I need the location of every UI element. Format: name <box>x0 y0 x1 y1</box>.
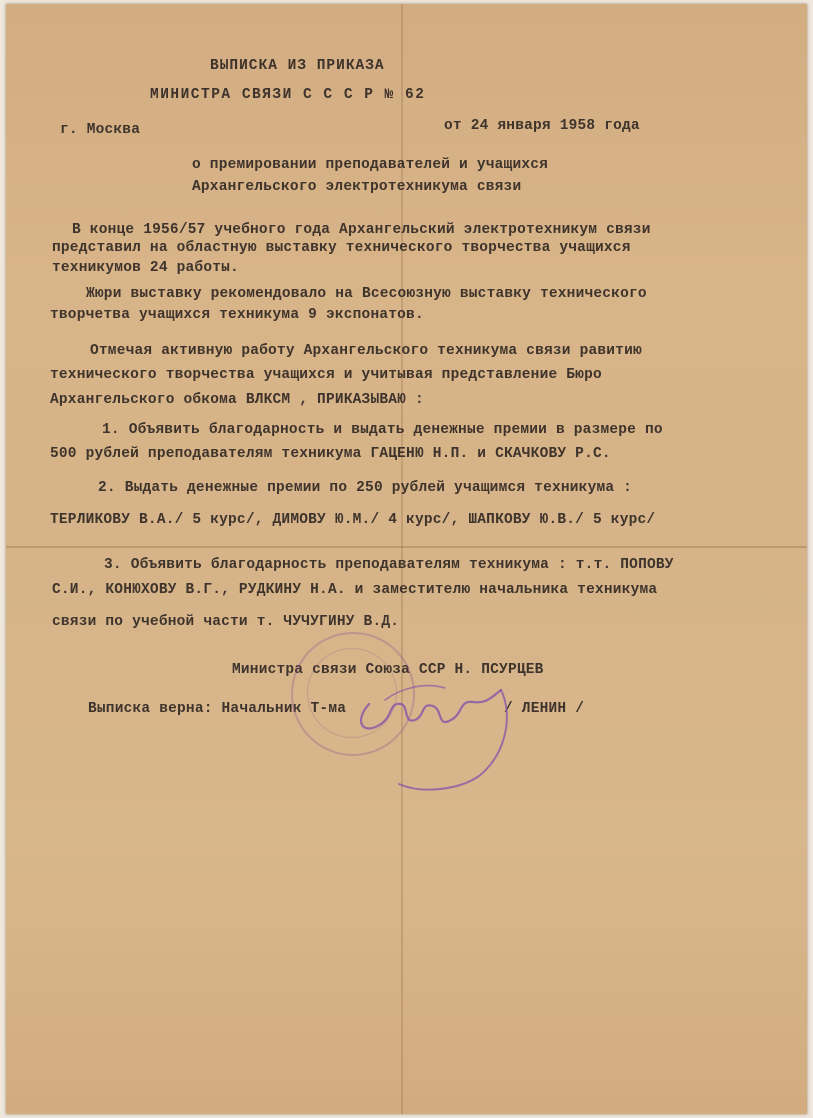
item-2-line-2: ТЕРЛИКОВУ В.А./ 5 курс/, ДИМОВУ Ю.М./ 4 курс/, ШАПКОВУ Ю.В./ 5 курс/ <box>50 512 656 528</box>
paragraph-2-line-1: Жюри выставку рекомендовало на Всесоюзную выставку технического <box>86 286 647 302</box>
item-1-line-2: 500 рублей преподавателям техникума ГАЦЕНЮ Н.П. и СКАЧКОВУ Р.С. <box>50 446 611 462</box>
paragraph-1-line-2: представил на областную выставку технического творчества учащихся <box>52 240 631 256</box>
subject-line-2: Архангельского электротехникума связи <box>192 179 522 195</box>
paragraph-3-line-3: Архангельского обкома ВЛКСМ , ПРИКАЗЫВАЮ : <box>50 392 424 408</box>
paragraph-3-line-1: Отмечая активную работу Архангельского техникума связи равитию <box>90 343 642 359</box>
extract-certified-label: Выписка верна: Начальник Т-ма <box>88 701 347 717</box>
item-1-line-1: 1. Объявить благодарность и выдать денежные премии в размере по <box>102 422 663 438</box>
paragraph-1-line-3: техникумов 24 работы. <box>52 260 239 276</box>
place: г. Москва <box>60 122 141 138</box>
minister-signature-line: Министра связи Союза ССР Н. ПСУРЦЕВ <box>232 662 544 678</box>
paragraph-1-line-1: В конце 1956/57 учебного года Архангельский электротехникум связи <box>72 222 651 238</box>
handwritten-signature <box>341 644 541 804</box>
paragraph-3-line-2: технического творчества учащихся и учитывая представление Бюро <box>50 367 602 383</box>
date: от 24 января 1958 года <box>444 118 640 134</box>
paragraph-2-line-2: творчетва учащихся техникума 9 экспонатов. <box>50 307 424 323</box>
title-line-2: МИНИСТРА СВЯЗИ С С С Р № 62 <box>150 87 426 103</box>
document-page <box>6 4 807 1114</box>
item-3-line-3: связи по учебной части т. ЧУЧУГИНУ В.Д. <box>52 614 400 630</box>
signer-name: / ЛЕНИН / <box>504 701 585 717</box>
title-line-1: ВЫПИСКА ИЗ ПРИКАЗА <box>210 58 385 74</box>
item-3-line-2: С.И., КОНЮХОВУ В.Г., РУДКИНУ Н.А. и заместителю начальника техникума <box>52 582 658 598</box>
subject-line-1: о премировании преподавателей и учащихся <box>192 157 549 173</box>
fold-line-horizontal <box>6 546 807 548</box>
item-2-line-1: 2. Выдать денежные премии по 250 рублей учащимся техникума : <box>98 480 633 496</box>
item-3-line-1: 3. Объявить благодарность преподавателям техникума : т.т. ПОПОВУ <box>104 557 674 573</box>
